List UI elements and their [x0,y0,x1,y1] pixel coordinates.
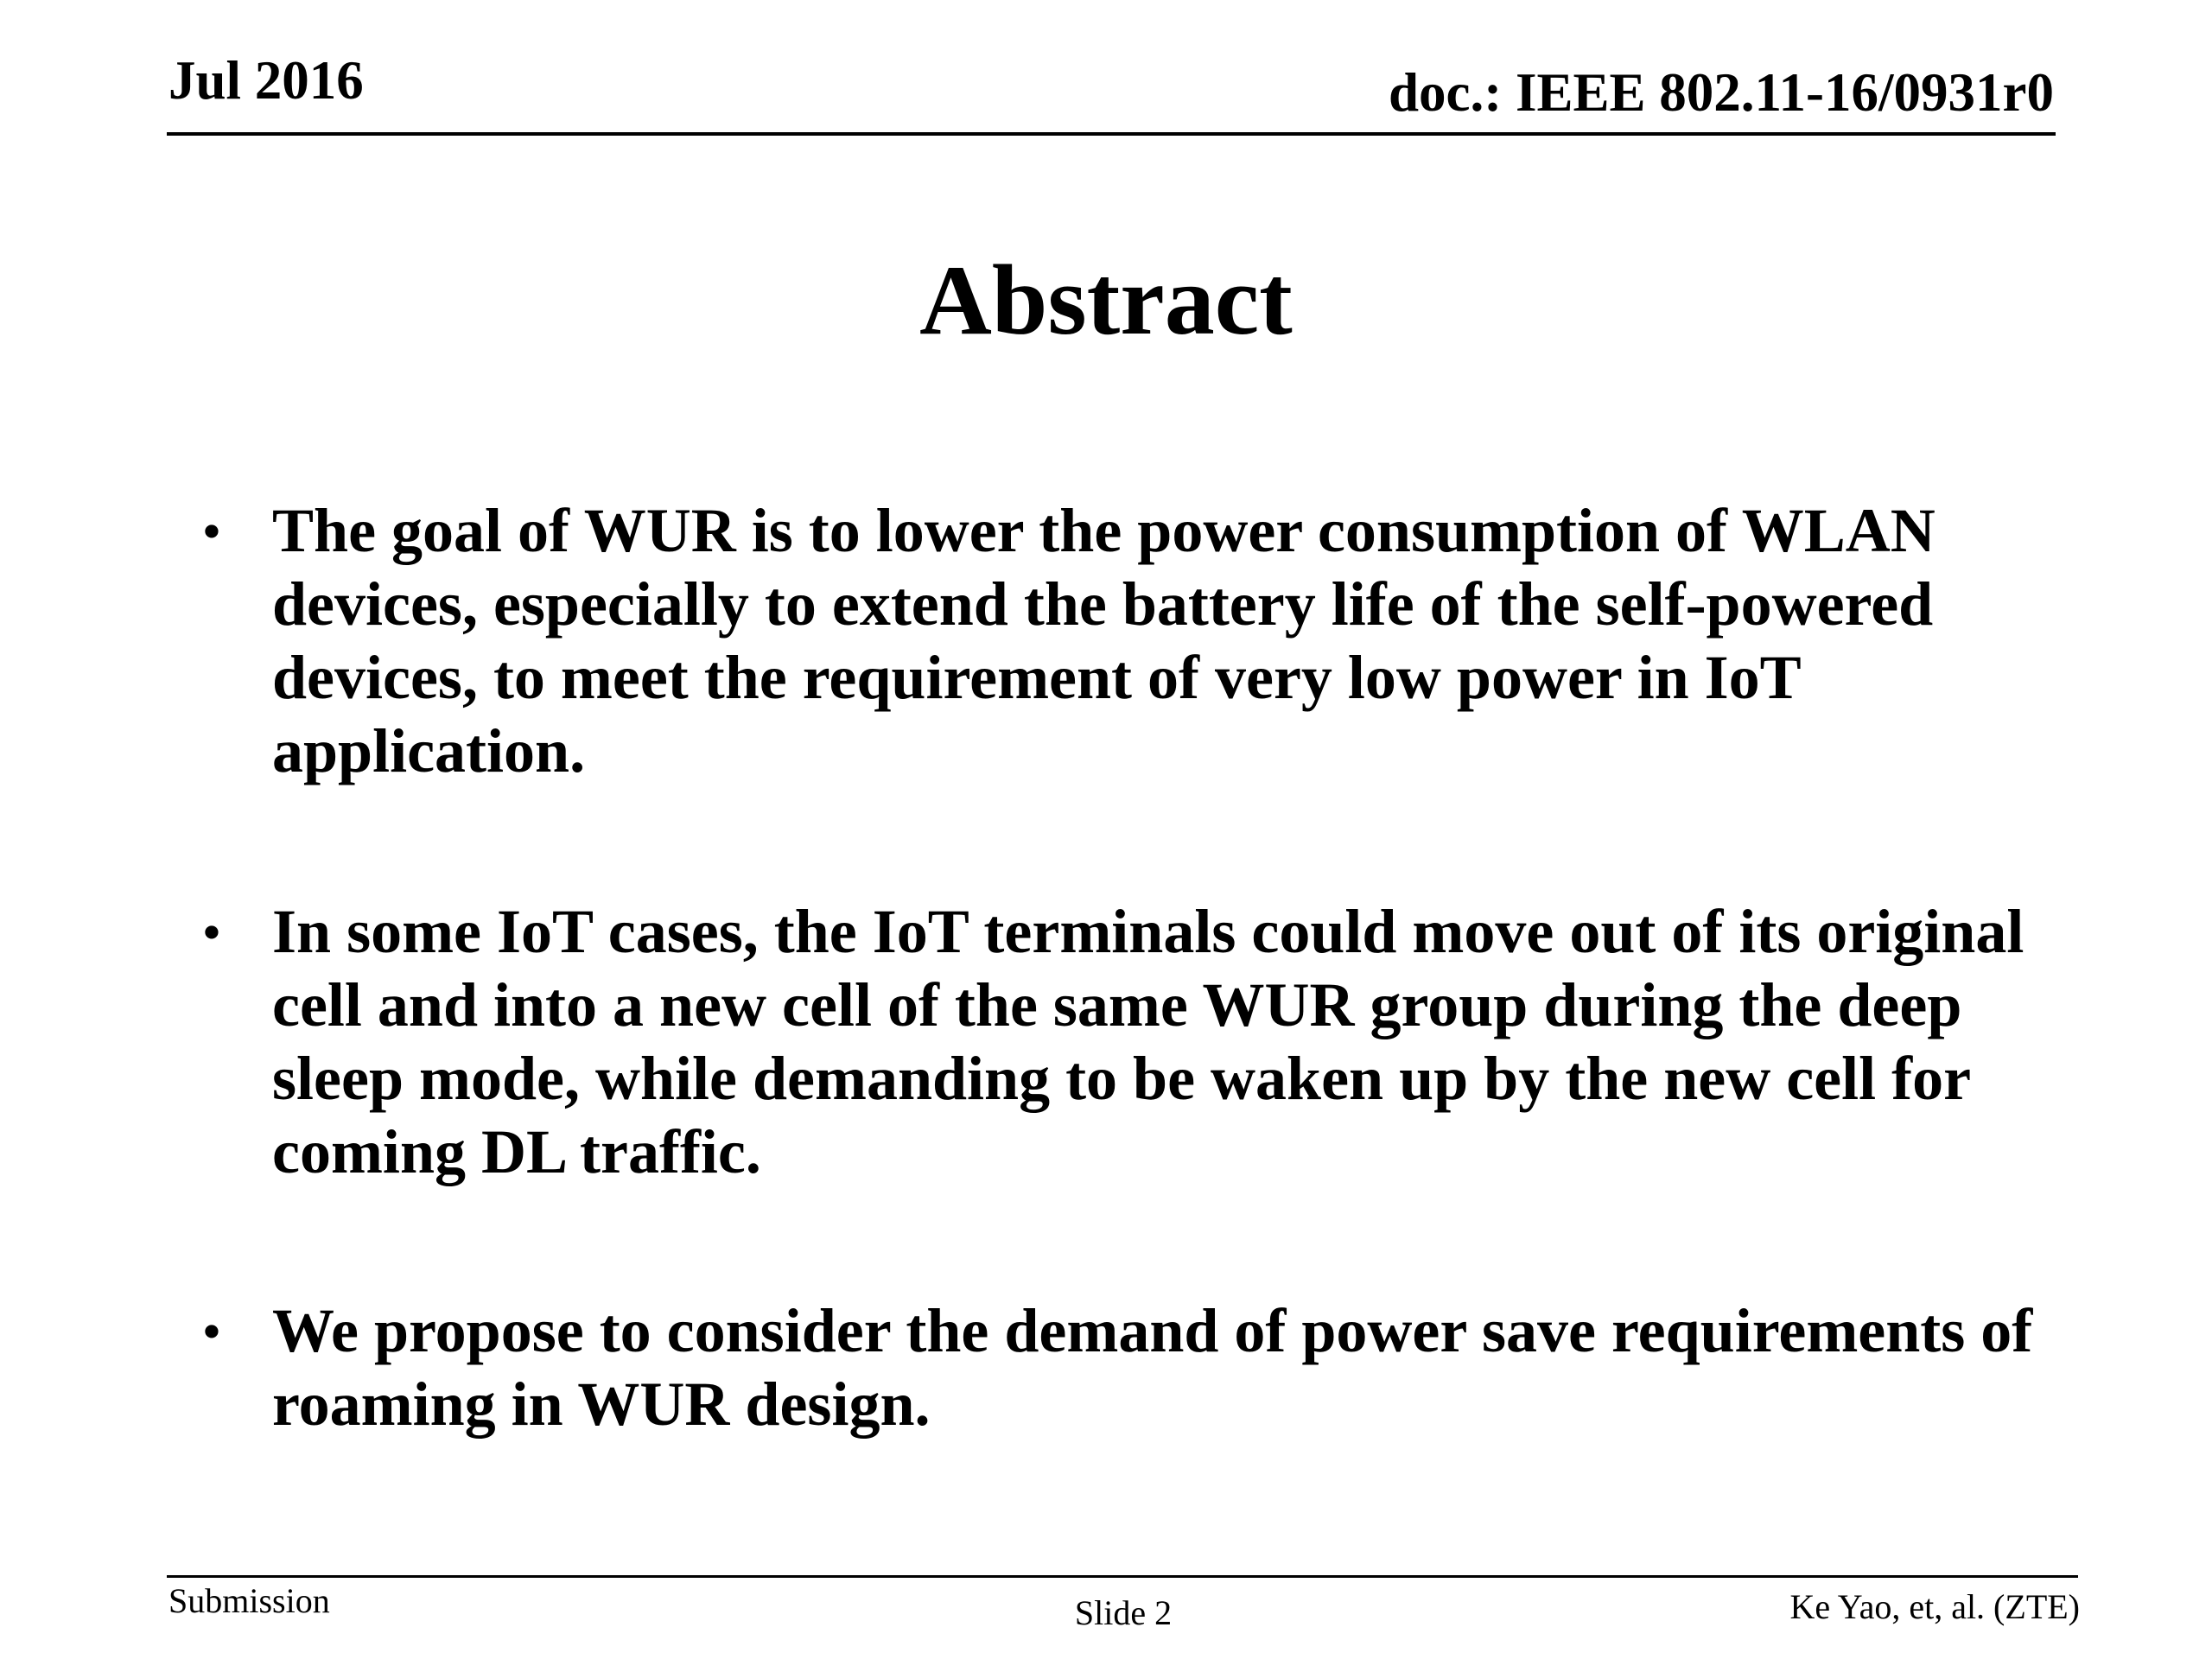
footer-divider [167,1575,2078,1578]
bullet-item [201,895,2052,1189]
bullet-marker: • [201,1300,222,1362]
slide-title: Abstract [919,245,1293,356]
bullet-text: The goal of WUR is to lower the power consumption of WLAN devices, especially to extend the battery life of the self-powered devices, to meet the requirement of very low power in IoT application. [272,496,1936,785]
bullet-marker: • [201,901,222,963]
bullet-marker: • [201,500,222,562]
header-doc-id: doc.: IEEE 802.11-16/0931r0 [1388,62,2054,123]
footer-slide-number: Slide 2 [1074,1593,1173,1632]
header-date: Jul 2016 [168,50,364,111]
footer-submission: Submission [168,1581,330,1620]
bullet-text: In some IoT cases, the IoT terminals could move out of its original cell and into a new cell of the same WUR group during the deep sleep mode, while demanding to be waken up by the new cell for coming DL traffic. [272,897,2024,1186]
bullet-text: We propose to consider the demand of power save requirements of roaming in WUR design. [272,1296,2033,1439]
bullet-item [201,1294,2052,1441]
bullet-item [201,494,2052,788]
footer-author: Ke Yao, et, al. (ZTE) [1789,1587,2080,1626]
